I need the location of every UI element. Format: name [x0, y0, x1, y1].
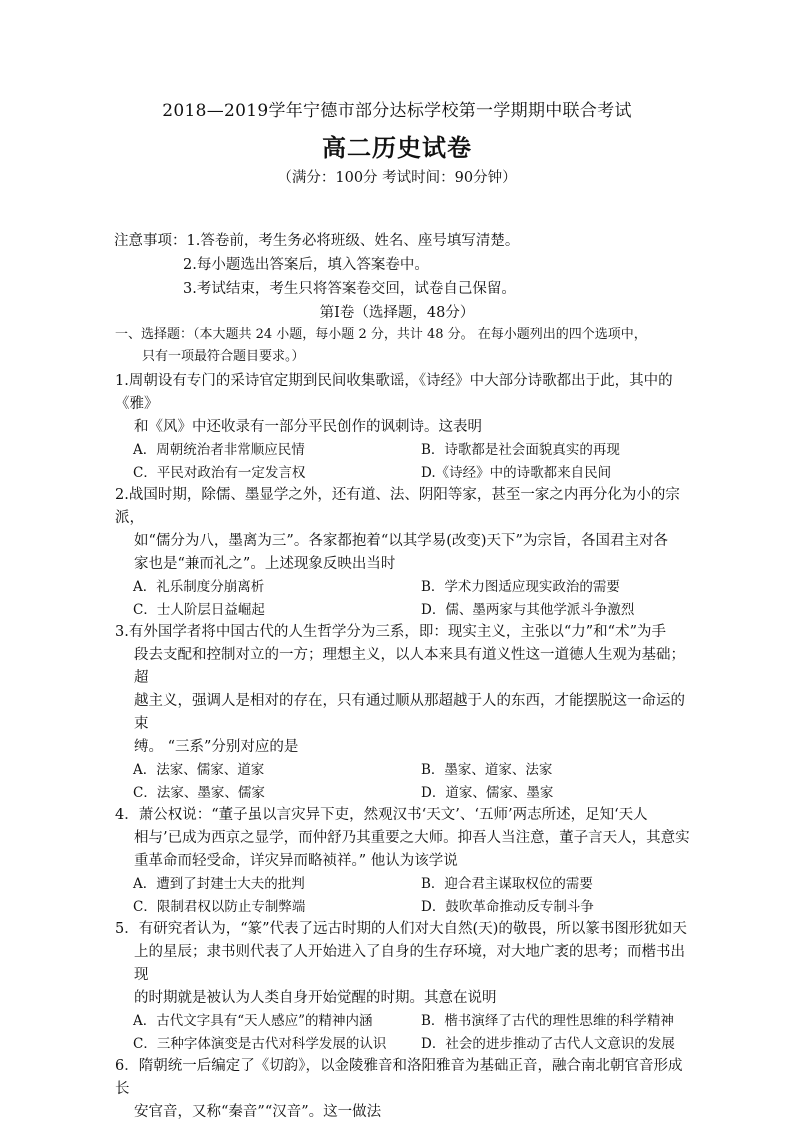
score-info: （满分：100分 考试时间：90分钟） — [277, 170, 517, 186]
notice-block — [114, 229, 519, 301]
option: B．学术力图适应现实政治的需要 — [421, 579, 620, 595]
question-stem-line: 6．隋朝统一后编定了《切韵》，以金陵雅音和洛阳雅音为基础正音，融合南北朝官音形成长 — [115, 1058, 683, 1097]
option: B．诗歌都是社会面貌真实的再现 — [421, 442, 620, 458]
question-stem-line: 家也是“兼而礼之”。上述现象反映出当时 — [134, 556, 396, 572]
question-stem-line: 2.战国时期，除儒、墨显学之外，还有道、法、阴阳等家，甚至一家之内再分化为小的宗派， — [115, 487, 680, 526]
option: A．遭到了封建士大夫的批判 — [133, 876, 305, 892]
question — [115, 918, 695, 1055]
notice-item: 3.考试结束，考生只将答案卷交回，试卷自己保留。 — [183, 281, 516, 297]
option: C．士人阶层日益崛起 — [133, 601, 265, 618]
option: A．周朝统治者非常顺应民情 — [133, 442, 305, 458]
question-stem-line: 1.周朝设有专门的采诗官定期到民间收集歌谣，《诗经》中大部分诗歌都出于此，其中的《雅》 — [115, 373, 673, 412]
question-stem-line: 3.有外国学者将中国古代的人生哲学分为三系，即：现实主义，主张以“力”和“术”为手 — [115, 624, 666, 640]
option: B．墨家、道家、法家 — [421, 762, 553, 778]
question-stem-line: 和《风》中还收录有一部分平民创作的讽刺诗。这表明 — [134, 419, 482, 435]
question-stem-line: 4．萧公权说：“董子虽以言灾异下吏，然观汉书‘天文’、‘五师’两志所述，足知‘天人 — [115, 807, 648, 823]
question-list — [115, 370, 695, 1124]
option: A．礼乐制度分崩离析 — [133, 579, 265, 595]
question — [115, 1055, 695, 1124]
notice-item: 2.每小题选出答案后，填入答案卷中。 — [183, 257, 429, 273]
question — [115, 621, 695, 804]
volume-title: 第Ⅰ卷（选择题，48分） — [319, 305, 475, 321]
exam-subtitle: 高二历史试卷 — [322, 133, 472, 162]
option: D．儒、墨两家与其他学派斗争激烈 — [421, 601, 635, 618]
option: C．平民对政治有一定发言权 — [133, 464, 306, 481]
notice-item: 1.答卷前，考生务必将班级、姓名、座号填写清楚。 — [186, 233, 520, 249]
question — [115, 370, 695, 484]
option: B．楷书演绎了古代的理性思维的科学精神 — [421, 1013, 674, 1029]
question-stem-line: 段去支配和控制对立的一方；理想主义，以人本来具有道义性这一道德人生观为基础；超 — [134, 647, 685, 686]
question-stem-line: 相与’已成为西京之显学，而仲舒乃其重要之大师。抑吾人当注意，董子言天人，其意实 — [134, 830, 690, 846]
option: B．迎合君主谋取权位的需要 — [421, 876, 593, 892]
question-stem-line: 的时期就是被认为人类自身开始觉醒的时期。其意在说明 — [134, 990, 497, 1006]
question — [115, 484, 695, 621]
question — [115, 804, 695, 918]
question-stem-line: 重革命而轻受命，详灾异而略祯祥。” 他认为该学说 — [134, 853, 458, 869]
section-instructions — [115, 324, 690, 368]
section-line: 一、选择题：（本大题共 24 小题，每小题 2 分，共计 48 分。 在每小题列出的四个选项中， — [115, 327, 647, 342]
option: D．道家、儒家、墨家 — [421, 784, 554, 801]
question-stem-line: 缚。 “三系”分别对应的是 — [134, 739, 299, 755]
question-stem-line: 5．有研究者认为，“篆”代表了远古时期的人们对大自然(天)的敬畏，所以篆书图形犹如天 — [115, 921, 687, 937]
option: C．限制君权以防止专制弊端 — [133, 898, 306, 915]
section-line: 只有一项最符合题目要求。） — [142, 349, 305, 364]
option: D．鼓吹革命推动反专制斗争 — [421, 898, 594, 915]
option: A．古代文字具有“天人感应”的精神内涵 — [133, 1013, 373, 1029]
option: D．社会的进步推动了古代人文意识的发展 — [421, 1035, 675, 1052]
question-stem-line: 安官音，又称“秦音”“汉音”。这一做法 — [134, 1104, 382, 1120]
question-stem-line: 上的星辰；隶书则代表了人开始进入了自身的生存环境，对大地广袤的思考；而楷书出现 — [134, 944, 685, 983]
option: C．法家、墨家、儒家 — [133, 784, 265, 801]
question-stem-line: 越主义，强调人是相对的存在，只有通过顺从那超越于人的东西，才能摆脱这一命运的束 — [134, 693, 685, 732]
option: C．三种字体演变是古代对科学发展的认识 — [133, 1035, 387, 1052]
question-stem-line: 如“儒分为八，墨离为三”。各家都抱着“以其学易(改变)天下”为宗旨，各国君主对各 — [134, 533, 668, 549]
option: D.《诗经》中的诗歌都来自民间 — [421, 464, 612, 481]
option: A．法家、儒家、道家 — [133, 762, 265, 778]
exam-title: 2018—2019学年宁德市部分达标学校第一学期期中联合考试 — [162, 101, 632, 121]
notice-label: 注意事项： — [114, 233, 187, 249]
